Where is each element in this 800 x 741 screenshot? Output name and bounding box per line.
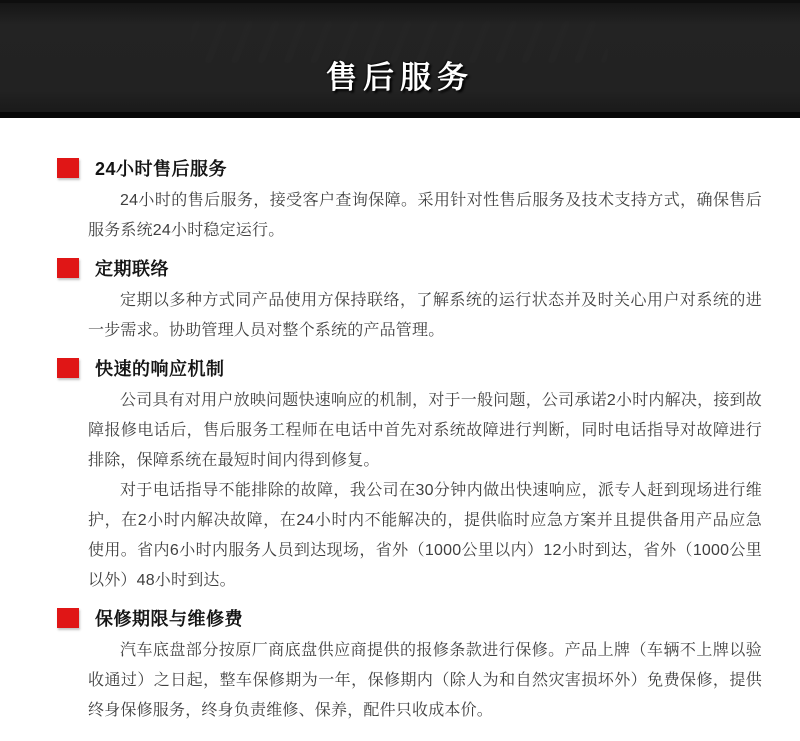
section-heading-text: 24小时售后服务 <box>95 159 228 179</box>
section-paragraph: 汽车底盘部分按原厂商底盘供应商提供的报修条款进行保修。产品上牌（车辆不上牌以验收通过）之日起，整车保修期为一年，保修期内（除人为和自然灾害损坏外）免费保修，提供终身保修服务，终身负责维修、保养，配件只收成本价。 <box>88 642 762 719</box>
section-rapid-response <box>57 356 762 596</box>
section-paragraph: 公司具有对用户放映问题快速响应的机制，对于一般问题，公司承诺2小时内解决，接到故障报修电话后，售后服务工程师在电话中首先对系统故障进行判断，同时电话指导对故障进行排除，保障系统在最短时间内得到修复。 <box>88 392 762 469</box>
section-paragraph: 24小时的售后服务，接受客户查询保障。采用针对性售后服务及技术支持方式，确保售后服务系统24小时稳定运行。 <box>88 192 762 239</box>
red-square-bullet-icon <box>57 608 79 628</box>
section-heading-text: 定期联络 <box>95 259 169 279</box>
section-warranty-fees <box>57 606 762 726</box>
content-area <box>0 118 800 726</box>
section-heading-row <box>57 156 762 180</box>
section-heading-row <box>57 256 762 280</box>
section-regular-contact <box>57 256 762 346</box>
section-paragraph: 对于电话指导不能排除的故障，我公司在30分钟内做出快速响应，派专人赶到现场进行维护，在2小时内解决故障，在24小时内不能解决的，提供临时应急方案并且提供备用产品应急使用。省内6小时内服务人员到达现场，省外（1000公里以内）12小时到达，省外（1000公里以外）48小时到达。 <box>88 482 762 589</box>
red-square-bullet-icon <box>57 258 79 278</box>
section-heading-text: 保修期限与维修费 <box>95 609 243 629</box>
section-24h-service <box>57 156 762 246</box>
section-heading-row <box>57 606 762 630</box>
section-heading-row <box>57 356 762 380</box>
section-paragraph: 定期以多种方式同产品使用方保持联络，了解系统的运行状态并及时关心用户对系统的进一步需求。协助管理人员对整个系统的产品管理。 <box>88 292 762 339</box>
page-header-banner <box>0 0 800 118</box>
red-square-bullet-icon <box>57 358 79 378</box>
section-heading-text: 快速的响应机制 <box>95 359 225 379</box>
page-title: 售后服务 <box>326 60 474 95</box>
red-square-bullet-icon <box>57 158 79 178</box>
